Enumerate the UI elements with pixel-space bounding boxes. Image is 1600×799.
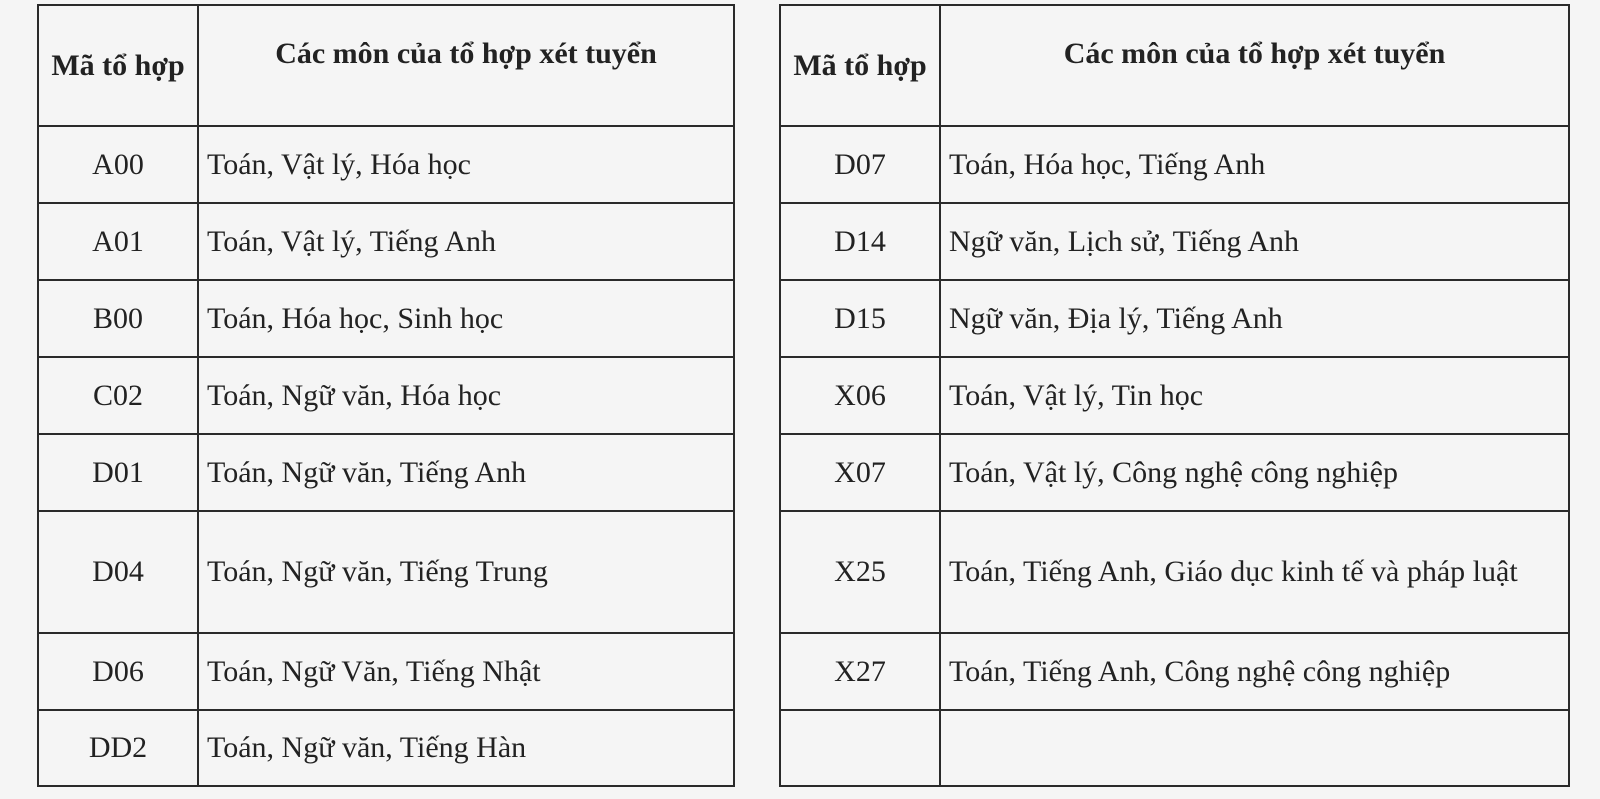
- combination-subjects: Toán, Vật lý, Hóa học: [198, 126, 734, 203]
- table-row: [780, 633, 1569, 710]
- table-row: [38, 633, 734, 710]
- combination-code: [780, 710, 940, 786]
- combination-code: X07: [780, 434, 940, 511]
- combination-subjects: Toán, Vật lý, Tin học: [940, 357, 1569, 434]
- combination-table-right: [779, 4, 1570, 787]
- table-header-row: [38, 5, 734, 126]
- combination-code: X06: [780, 357, 940, 434]
- combination-subjects: Toán, Ngữ Văn, Tiếng Nhật: [198, 633, 734, 710]
- table-row: [780, 126, 1569, 203]
- table-row: [38, 280, 734, 357]
- combination-subjects: Toán, Vật lý, Công nghệ công nghiệp: [940, 434, 1569, 511]
- combination-subjects: Toán, Tiếng Anh, Giáo dục kinh tế và pháp luật: [940, 511, 1569, 633]
- combination-code: X25: [780, 511, 940, 633]
- combination-code: X27: [780, 633, 940, 710]
- combination-code: DD2: [38, 710, 198, 786]
- combination-subjects: Toán, Tiếng Anh, Công nghệ công nghiệp: [940, 633, 1569, 710]
- combination-code: D06: [38, 633, 198, 710]
- combination-subjects: Ngữ văn, Lịch sử, Tiếng Anh: [940, 203, 1569, 280]
- combination-subjects: Toán, Ngữ văn, Tiếng Hàn: [198, 710, 734, 786]
- table-row: [38, 511, 734, 633]
- table-row: [780, 280, 1569, 357]
- combination-subjects: Toán, Ngữ văn, Hóa học: [198, 357, 734, 434]
- combination-subjects: Toán, Ngữ văn, Tiếng Trung: [198, 511, 734, 633]
- combination-code: D14: [780, 203, 940, 280]
- combination-subjects: [940, 710, 1569, 786]
- combination-subjects: Toán, Vật lý, Tiếng Anh: [198, 203, 734, 280]
- combination-subjects: Ngữ văn, Địa lý, Tiếng Anh: [940, 280, 1569, 357]
- combination-code: D07: [780, 126, 940, 203]
- table-row: [38, 126, 734, 203]
- header-code: Mã tổ hợp: [780, 5, 940, 126]
- table-row: [780, 203, 1569, 280]
- header-code: Mã tổ hợp: [38, 5, 198, 126]
- combination-table-left: [37, 4, 735, 787]
- table-row: [38, 710, 734, 786]
- table-row: [780, 511, 1569, 633]
- header-subjects: Các môn của tổ hợp xét tuyển: [198, 5, 734, 126]
- table-row: [38, 357, 734, 434]
- combination-subjects: Toán, Hóa học, Tiếng Anh: [940, 126, 1569, 203]
- table-row: [38, 434, 734, 511]
- combination-code: A00: [38, 126, 198, 203]
- header-subjects: Các môn của tổ hợp xét tuyển: [940, 5, 1569, 126]
- combination-subjects: Toán, Ngữ văn, Tiếng Anh: [198, 434, 734, 511]
- table-header-row: [780, 5, 1569, 126]
- table-row: [780, 434, 1569, 511]
- combination-subjects: Toán, Hóa học, Sinh học: [198, 280, 734, 357]
- table-row: [780, 357, 1569, 434]
- combination-code: C02: [38, 357, 198, 434]
- combination-code: B00: [38, 280, 198, 357]
- combination-code: D15: [780, 280, 940, 357]
- combination-code: A01: [38, 203, 198, 280]
- table-row: [780, 710, 1569, 786]
- combination-code: D01: [38, 434, 198, 511]
- table-row: [38, 203, 734, 280]
- combination-code: D04: [38, 511, 198, 633]
